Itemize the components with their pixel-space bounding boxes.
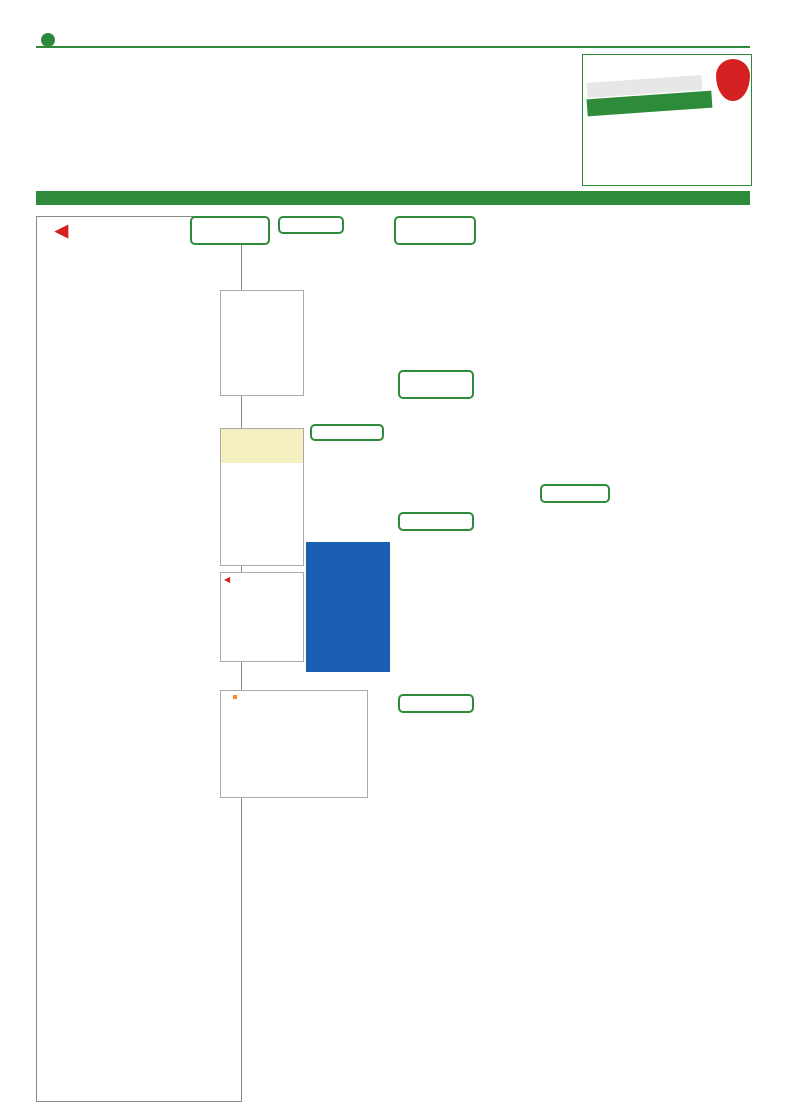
book-caxton-logo — [224, 575, 300, 584]
header-employment — [398, 694, 474, 713]
header-services — [278, 216, 344, 234]
employment-ads — [394, 776, 478, 972]
support-local-badge — [716, 59, 750, 101]
top-rule — [36, 46, 750, 48]
header-vacancies — [398, 512, 474, 531]
caxton-panel — [36, 216, 242, 1102]
furniture-ad — [306, 542, 390, 672]
stock-dispatch-ad — [394, 584, 478, 680]
divorce-ad — [306, 292, 390, 416]
caxton-c-icon: ◀ — [55, 221, 69, 240]
page-number — [41, 33, 55, 47]
header-business-financial — [398, 370, 474, 399]
electrician-ad-box — [220, 290, 304, 396]
promo-box — [582, 54, 752, 186]
glenanda-ad — [394, 298, 478, 356]
experts-body — [261, 693, 367, 695]
header-legals — [540, 484, 610, 503]
header-home-improvements — [190, 216, 270, 245]
contact-bar — [36, 191, 750, 205]
book-advert-ad — [220, 572, 304, 662]
loans-ad — [394, 444, 478, 492]
experts-ad — [220, 690, 368, 798]
caxton-c-icon: ◀ — [224, 575, 231, 584]
header-property-to-let — [394, 216, 476, 245]
eddy-logo — [221, 429, 303, 463]
header-for-sale — [310, 424, 384, 441]
eddy-ad — [220, 428, 304, 566]
experts-side-2 — [233, 695, 237, 699]
